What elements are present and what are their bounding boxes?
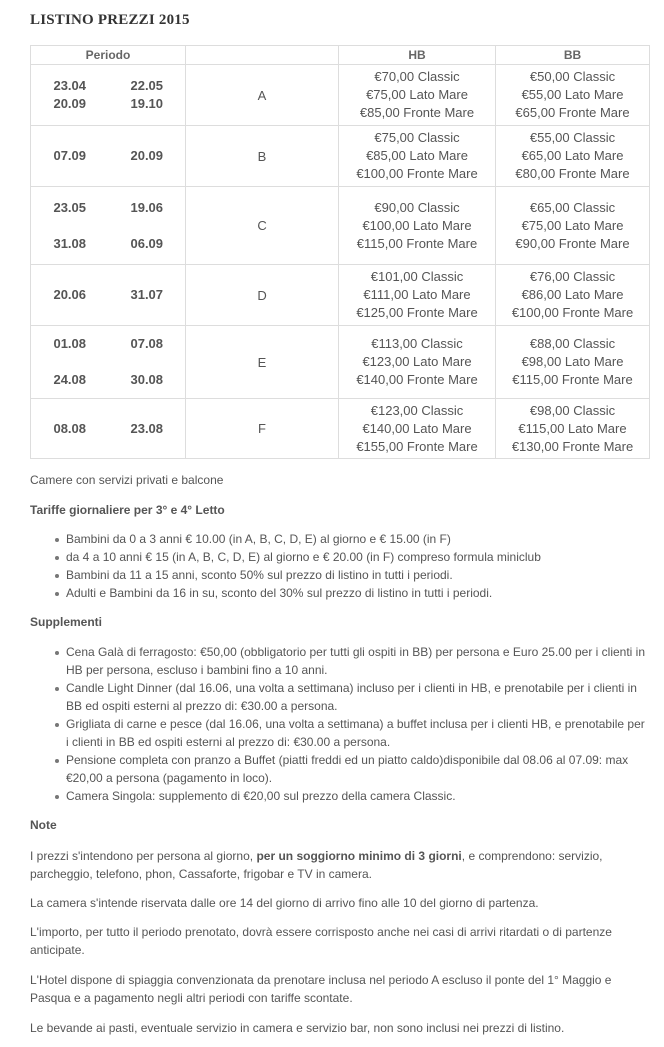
bb-price-line: €65,00 Classic: [529, 199, 616, 215]
hb-price-cell: [339, 326, 496, 399]
period-letter: D: [186, 265, 339, 326]
bullet-icon: [54, 584, 64, 602]
period-date: 23.05: [53, 199, 87, 215]
list-item-text: da 4 a 10 anni € 15 (in A, B, C, D, E) al giorno e € 20.00 (in F) compreso formula miniclub: [66, 550, 541, 564]
note-paragraph-4: [30, 971, 640, 1007]
note-paragraph-1: [30, 847, 640, 883]
hb-price-line: €140,00 Fronte Mare: [356, 372, 478, 387]
bullet-icon: [54, 751, 64, 769]
tariffe-item: [54, 530, 664, 548]
list-item-text: €20,00 a persona (pagamento in loco).: [66, 771, 273, 785]
bb-price-line: €90,00 Fronte Mare: [515, 235, 630, 251]
note-paragraph-3: [30, 923, 640, 959]
period-date: 07.09: [53, 148, 87, 163]
period-letter: B: [186, 126, 339, 187]
period-to-cell: [109, 265, 186, 326]
supplementi-item: [54, 643, 664, 679]
list-item-text: Cena Galà di ferragosto: €50,00 (obbligatorio per tutti gli ospiti in BB) per persona e Euro 25.00 per i clienti in: [66, 645, 645, 659]
list-item-text: Pensione completa con pranzo a Buffet (piatti freddi ed un piatto caldo)disponibile dal 08.06 al 07.09: max: [66, 753, 629, 767]
bullet-icon: [54, 566, 64, 584]
bullet-icon: [54, 715, 64, 733]
bb-price-line: €100,00 Fronte Mare: [511, 305, 634, 320]
note-p3-line2: anticipate.: [30, 943, 85, 957]
bb-price-cell: [496, 126, 650, 187]
bb-price-line: €115,00 Lato Mare: [518, 420, 627, 436]
bb-price-line: €86,00 Lato Mare: [521, 287, 624, 302]
list-item-text: i clienti in BB ed ospiti esterni al prezzo di: €30.00 a persona.: [66, 735, 391, 749]
period-letter: F: [186, 399, 339, 459]
period-to-cell: [109, 399, 186, 459]
hb-price-line: €85,00 Fronte Mare: [359, 105, 475, 120]
period-letter: E: [186, 326, 339, 399]
bullet-icon: [54, 530, 64, 548]
hb-price-cell: [339, 399, 496, 459]
period-date: 23.08: [130, 420, 164, 436]
bb-price-line: €80,00 Fronte Mare: [515, 166, 630, 181]
bb-price-line: €115,00 Fronte Mare: [512, 372, 633, 387]
bb-price-line: €50,00 Classic: [529, 69, 616, 84]
list-item-text: Grigliata di carne e pesce (dal 16.06, una volta a settimana) a buffet inclusa per i clienti HB, e prenotabile per: [66, 717, 645, 731]
supplementi-item: [54, 679, 664, 715]
period-date: 06.09: [130, 235, 164, 251]
period-to-cell: [109, 126, 186, 187]
camere-note: Camere con servizi privati e balcone: [30, 473, 224, 487]
list-item-text: Adulti e Bambini da 16 in su, sconto del 30% sul prezzo di listino in tutti i periodi.: [66, 586, 493, 600]
hb-price-line: €125,00 Fronte Mare: [356, 305, 478, 320]
page-title: LISTINO PREZZI 2015: [30, 12, 190, 28]
note-p1-bold: per un soggiorno minimo di 3 giorni: [256, 849, 462, 863]
tariffe-item: [54, 566, 664, 584]
bullet-icon: [54, 548, 64, 566]
period-date: 20.06: [53, 287, 87, 302]
hb-price-line: €90,00 Classic: [374, 199, 460, 215]
note-p4-line2: Pasqua e a pagamento negli altri periodi con tariffe scontate.: [30, 991, 353, 1005]
note-paragraph-2: La camera s'intende riservata dalle ore 14 del giorno di arrivo fino alle 10 del giorno di partenza.: [30, 896, 539, 910]
hb-price-cell: [339, 187, 496, 265]
hb-price-line: €115,00 Fronte Mare: [356, 235, 478, 251]
hb-price-line: €100,00 Fronte Mare: [356, 166, 478, 181]
period-to-cell: [109, 187, 186, 265]
supplementi-item: [54, 715, 664, 751]
list-item-text: BB ed ospiti esterni al prezzo di: €30.00 a persona.: [66, 699, 338, 713]
table-row: [31, 399, 650, 459]
note-p4-line1: L'Hotel dispone di spiaggia convenzionata da prenotare inclusa nel periodo A escluso il ponte del 1° Maggio e: [30, 973, 612, 987]
table-row: [31, 326, 650, 399]
table-row: [31, 265, 650, 326]
tariffe-heading: Tariffe giornaliere per 3° e 4° Letto: [30, 503, 225, 517]
bullet-icon: [54, 787, 64, 805]
table-row: [31, 65, 650, 126]
period-date: 24.08: [53, 372, 87, 387]
bb-price-cell: [496, 65, 650, 126]
note-p1-line2: parcheggio, telefono, phon, Cassaforte, frigobar e TV in camera.: [30, 867, 372, 881]
period-from-cell: [31, 265, 109, 326]
bb-price-cell: [496, 187, 650, 265]
period-from-cell: [31, 187, 109, 265]
price-table: [30, 45, 650, 459]
period-date: 08.08: [53, 420, 87, 436]
supplementi-heading: Supplementi: [30, 615, 103, 629]
period-from-cell: [31, 65, 109, 126]
hb-price-line: €100,00 Lato Mare: [362, 217, 472, 233]
note-p3-line1: L'importo, per tutto il periodo prenotato, dovrà essere corrisposto anche nei casi di arrivi ritardati o di partenze: [30, 925, 612, 939]
bb-price-line: €88,00 Classic: [529, 336, 616, 351]
list-item-text: HB per persona, escluso i bambini fino a 10 anni.: [66, 663, 328, 677]
supplementi-list: [30, 643, 664, 805]
note-heading: Note: [30, 818, 57, 832]
hb-price-line: €140,00 Lato Mare: [362, 420, 472, 436]
header-bb: BB: [496, 46, 650, 65]
line-gap: [31, 353, 109, 371]
period-date: 22.05: [130, 78, 164, 93]
period-date: 01.08: [53, 336, 87, 351]
period-to-cell: [109, 326, 186, 399]
bb-price-cell: [496, 399, 650, 459]
supplementi-item: [54, 751, 664, 787]
note-p1-text-b: , e comprendono: servizio,: [461, 849, 603, 863]
bb-price-line: €76,00 Classic: [529, 269, 616, 284]
hb-price-line: €70,00 Classic: [374, 69, 460, 84]
period-to-cell: [109, 65, 186, 126]
hb-price-line: €155,00 Fronte Mare: [356, 438, 478, 454]
period-from-cell: [31, 326, 109, 399]
list-item-text: Bambini da 11 a 15 anni, sconto 50% sul prezzo di listino in tutti i periodi.: [66, 568, 453, 582]
line-gap: [109, 217, 186, 235]
hb-price-line: €111,00 Lato Mare: [363, 287, 471, 302]
period-date: 30.08: [130, 372, 164, 387]
bb-price-cell: [496, 265, 650, 326]
bb-price-line: €65,00 Fronte Mare: [515, 105, 630, 120]
line-gap: [109, 353, 186, 371]
header-hb: HB: [339, 46, 496, 65]
bb-price-line: €130,00 Fronte Mare: [511, 438, 634, 454]
period-date: 31.08: [53, 235, 87, 251]
bb-price-line: €98,00 Lato Mare: [521, 354, 624, 369]
hb-price-cell: [339, 265, 496, 326]
hb-price-cell: [339, 126, 496, 187]
period-letter: A: [186, 65, 339, 126]
tariffe-item: [54, 584, 664, 602]
hb-price-line: €75,00 Classic: [374, 130, 460, 145]
table-row: [31, 187, 650, 265]
line-gap: [31, 217, 109, 235]
header-blank: [186, 46, 339, 65]
list-item-text: Bambini da 0 a 3 anni € 10.00 (in A, B, C, D, E) al giorno e € 15.00 (in F): [66, 532, 451, 546]
period-date: 20.09: [130, 148, 164, 163]
hb-price-cell: [339, 65, 496, 126]
period-from-cell: [31, 126, 109, 187]
bb-price-cell: [496, 326, 650, 399]
bb-price-line: €98,00 Classic: [529, 402, 616, 418]
period-letter: C: [186, 187, 339, 265]
period-from-cell: [31, 399, 109, 459]
bb-price-line: €75,00 Lato Mare: [521, 217, 624, 233]
bb-price-line: €65,00 Lato Mare: [521, 148, 624, 163]
period-date: 23.04: [53, 78, 87, 93]
table-row: [31, 126, 650, 187]
period-date: 19.10: [130, 96, 164, 111]
note-p1-text-a: I prezzi s'intendono per persona al giorno,: [30, 849, 257, 863]
hb-price-line: €101,00 Classic: [370, 269, 464, 284]
hb-price-line: €85,00 Lato Mare: [366, 148, 468, 163]
hb-price-line: €123,00 Classic: [370, 402, 464, 418]
list-item-text: Camera Singola: supplemento di €20,00 sul prezzo della camera Classic.: [66, 789, 456, 803]
period-date: 31.07: [130, 287, 164, 302]
tariffe-item: [54, 548, 664, 566]
hb-price-line: €123,00 Lato Mare: [362, 354, 472, 369]
note-paragraph-5: Le bevande ai pasti, eventuale servizio in camera e servizio bar, non sono inclusi nei prezzi di listino.: [30, 1021, 565, 1035]
supplementi-item: [54, 787, 664, 805]
header-periodo: Periodo: [31, 46, 186, 65]
tariffe-list: [30, 530, 664, 602]
period-date: 20.09: [53, 96, 87, 111]
hb-price-line: €75,00 Lato Mare: [366, 87, 468, 102]
period-date: 19.06: [130, 199, 164, 215]
table-header-row: [31, 46, 650, 65]
list-item-text: Candle Light Dinner (dal 16.06, una volta a settimana) incluso per i clienti in HB, e prenotabile per i clienti in: [66, 681, 637, 695]
bullet-icon: [54, 679, 64, 697]
hb-price-line: €113,00 Classic: [371, 336, 463, 351]
period-date: 07.08: [130, 336, 164, 351]
bb-price-line: €55,00 Classic: [529, 130, 616, 145]
bullet-icon: [54, 643, 64, 661]
bb-price-line: €55,00 Lato Mare: [521, 87, 624, 102]
